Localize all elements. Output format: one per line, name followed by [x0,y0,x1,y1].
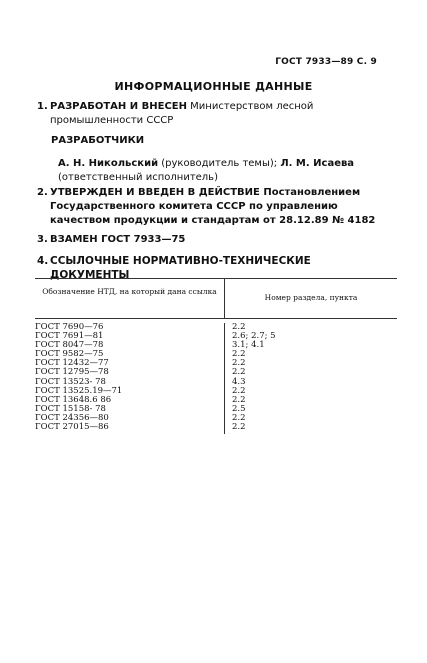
table-cell-reference: 4.3 [232,376,246,387]
table-cell-reference: 2.2 [232,394,246,405]
section-text: ВЗАМЕН ГОСТ 7933—75 [50,234,186,245]
table-cell-reference: 2.2 [232,385,246,396]
table-cell-document: ГОСТ 13523- 78 [35,376,106,387]
developers-heading: РАЗРАБОТЧИКИ [51,135,145,146]
section-body [50,100,392,128]
developer-role: (руководитель темы); [158,158,281,169]
section-body [50,186,392,228]
section-lead: РАЗРАБОТАН И ВНЕСЕН [50,101,187,112]
section-lead: УТВЕРЖДЕН И ВВЕДЕН В ДЕЙСТВИЕ [50,187,260,198]
table-body [35,319,397,434]
section-number: 3. [37,234,48,245]
table-cell-document: ГОСТ 24356—80 [35,412,109,423]
table-cell-document: ГОСТ 8047—78 [35,340,104,351]
developer-name: А. Н. Никольский [58,158,159,169]
reference-table [35,278,397,434]
section-text: Министерством лесной промышленности СССР [50,101,314,126]
table-cell-reference: 2.5 [232,403,246,414]
column-documents [35,323,225,434]
table-cell-document: ГОСТ 15158- 78 [35,403,106,414]
developers-list [58,157,393,185]
developer-name: Л. М. Исаева [280,158,355,169]
section-number: 4. [37,255,49,267]
page-header: ГОСТ 7933—89 С. 9 [275,57,377,67]
header-document: Обозначение НТД, на который дана ссылка [35,279,225,318]
table-cell-document: ГОСТ 12432—77 [35,358,109,369]
table-cell-reference: 2.2 [232,358,246,369]
table-cell-document: ГОСТ 7691—81 [35,331,104,342]
table-cell-document: ГОСТ 13525.19—71 [35,385,123,396]
table-cell-document: ГОСТ 27015—86 [35,422,109,433]
table-cell-document: ГОСТ 13648.6 86 [35,394,112,405]
table-cell-reference: 2.2 [232,322,246,332]
table-cell-reference: 2.2 [232,412,246,423]
section-text: Постановлением Государственного комитета СССР по управлению качеством продукции и стандартам от 28.12.89 № 4182 [50,187,376,226]
table-cell-reference: 2.6; 2.7; 5 [232,331,276,342]
section-1 [37,100,392,128]
table-cell-reference: 2.2 [232,349,246,360]
table-cell-document: ГОСТ 12795—78 [35,367,109,378]
table-header [35,279,397,319]
section-2 [37,186,392,228]
section-number: 2. [37,187,48,198]
column-references [225,323,397,434]
table-cell-document: ГОСТ 9582—75 [35,349,104,360]
table-cell-reference: 3.1; 4.1 [232,340,265,351]
table-cell-reference: 2.2 [232,422,246,433]
table-cell-document: ГОСТ 7690—76 [35,322,104,332]
section-number: 1. [37,101,48,112]
section-text: ССЫЛОЧНЫЕ НОРМАТИВНО-ТЕХНИЧЕСКИЕ ДОКУМЕНТЫ [50,255,311,281]
developer-role: (ответственный исполнитель) [58,172,218,183]
table-cell-reference: 2.2 [232,367,246,378]
header-section: Номер раздела, пункта [264,293,358,302]
section-3 [37,233,392,247]
document-title: ИНФОРМАЦИОННЫЕ ДАННЫЕ [114,80,313,93]
